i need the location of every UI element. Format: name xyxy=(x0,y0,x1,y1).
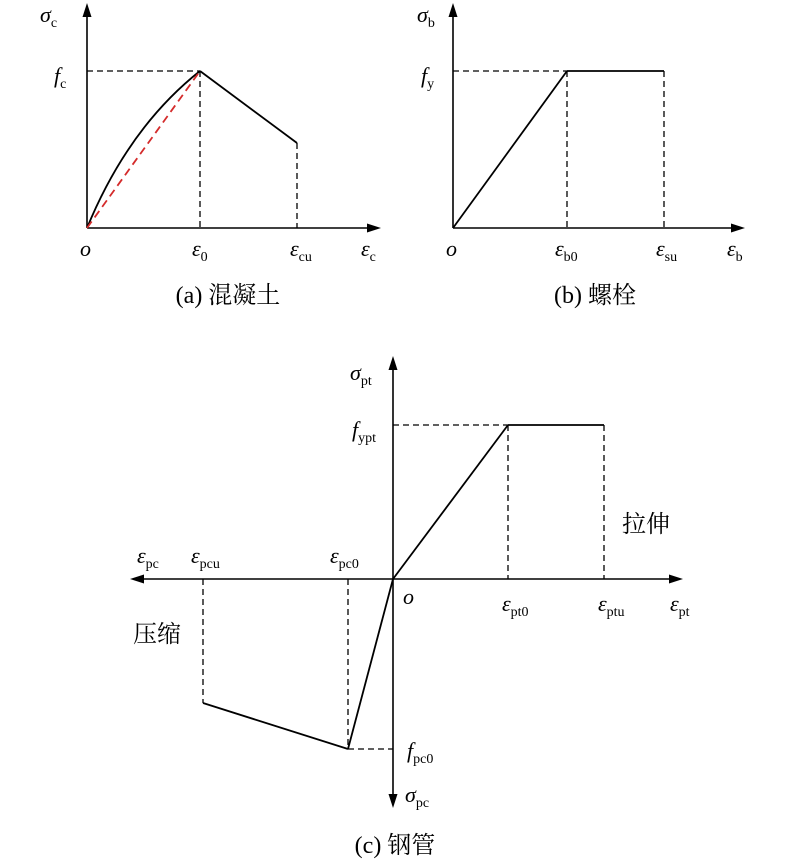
panel-b-bolt xyxy=(417,2,745,309)
symbol: ε xyxy=(670,591,679,616)
panel-b-origin-label: o xyxy=(446,236,457,261)
panel-b-elastic-line xyxy=(453,71,567,228)
panel-c-origin-label: o xyxy=(403,584,414,609)
panel-a-stress-axis-arrow xyxy=(83,3,92,17)
subscript: pt xyxy=(360,374,372,389)
symbol: ε xyxy=(598,591,607,616)
subscript: y xyxy=(427,77,435,92)
subscript: b xyxy=(427,16,435,31)
panel-c-compression-strain-arrow xyxy=(130,575,144,584)
subscript: pc xyxy=(415,796,430,811)
panel-a-stress-axis-label xyxy=(40,2,57,31)
panel-a-strain-axis-label xyxy=(361,236,376,265)
subscript: cu xyxy=(298,250,312,265)
panel-b-caption: (b) 螺栓 xyxy=(554,283,636,309)
panel-a-peak-stress-label xyxy=(54,63,66,92)
panel-a-strain-axis-arrow xyxy=(367,224,381,233)
symbol: f xyxy=(407,738,414,763)
symbol: ε xyxy=(290,236,299,261)
symbol: σ xyxy=(405,782,416,807)
panel-c-compression-softening-line xyxy=(203,703,348,749)
symbol: ε xyxy=(361,236,370,261)
panel-a-ultimate-strain-label xyxy=(290,236,312,265)
subscript: pc0 xyxy=(413,752,434,767)
subscript: ypt xyxy=(358,431,377,446)
subscript: pt0 xyxy=(510,605,529,620)
subscript: pc xyxy=(145,557,159,572)
subscript: ptu xyxy=(606,605,625,620)
panel-b-yield-strain-label xyxy=(555,236,578,265)
subscript: c xyxy=(369,250,376,265)
subscript: pt xyxy=(678,605,690,620)
panel-c-tension-strain-arrow xyxy=(669,575,683,584)
panel-c-tension-stress-arrow xyxy=(389,356,398,370)
panel-b-yield-stress-label xyxy=(421,63,434,92)
panel-c-tension-label: 拉伸 xyxy=(622,512,670,538)
panel-a-secant-line xyxy=(87,71,200,228)
subscript: c xyxy=(60,77,67,92)
panel-c-tension-stress-axis-label xyxy=(350,360,372,389)
symbol: f xyxy=(421,63,428,88)
symbol: ε xyxy=(192,236,201,261)
subscript: 0 xyxy=(200,250,208,265)
panel-b-strain-axis-label xyxy=(727,236,743,265)
panel-b-stress-axis-arrow xyxy=(449,3,458,17)
panel-c-compression-peak-strain-label xyxy=(330,543,359,572)
symbol: ε xyxy=(137,543,146,568)
panel-c-tension-strain-axis-label xyxy=(670,591,690,620)
panel-c-steel-tube xyxy=(130,356,690,859)
subscript: pc0 xyxy=(338,557,359,572)
symbol: ε xyxy=(191,543,200,568)
panel-c-compression-label: 压缩 xyxy=(133,622,181,648)
panel-a-concrete xyxy=(40,2,381,309)
panel-b-ultimate-strain-label xyxy=(656,236,677,265)
panel-c-compression-peak-stress-label xyxy=(407,738,433,767)
panel-c-caption: (c) 钢管 xyxy=(354,833,436,859)
subscript: c xyxy=(50,16,58,31)
panel-c-compression-stress-arrow xyxy=(389,794,398,808)
symbol: ε xyxy=(555,236,564,261)
symbol: σ xyxy=(350,360,361,385)
panel-b-stress-axis-label xyxy=(417,2,435,31)
subscript: b0 xyxy=(563,250,578,265)
panel-c-tension-elastic-line xyxy=(393,425,508,579)
panel-c-tension-ultimate-strain-label xyxy=(598,591,625,620)
symbol: ε xyxy=(656,236,665,261)
symbol: ε xyxy=(502,591,511,616)
symbol: f xyxy=(352,417,359,442)
panel-b-strain-axis-arrow xyxy=(731,224,745,233)
symbol: f xyxy=(54,63,61,88)
panel-c-compression-strain-axis-label xyxy=(137,543,159,572)
panel-c-tension-yield-stress-label xyxy=(352,417,376,446)
symbol: ε xyxy=(727,236,736,261)
panel-a-descending-line xyxy=(200,71,297,143)
panel-a-caption: (a) 混凝土 xyxy=(175,283,281,309)
subscript: b xyxy=(735,250,743,265)
panel-a-origin-label: o xyxy=(80,236,91,261)
panel-a-peak-strain-label xyxy=(192,236,208,265)
symbol: σ xyxy=(40,2,51,27)
panel-c-compression-elastic-line xyxy=(348,579,393,749)
symbol: σ xyxy=(417,2,428,27)
subscript: su xyxy=(664,250,678,265)
subscript: pcu xyxy=(199,557,220,572)
panel-c-compression-ultimate-strain-label xyxy=(191,543,220,572)
symbol: ε xyxy=(330,543,339,568)
panel-c-compression-stress-axis-label xyxy=(405,782,429,811)
panel-c-tension-yield-strain-label xyxy=(502,591,529,620)
